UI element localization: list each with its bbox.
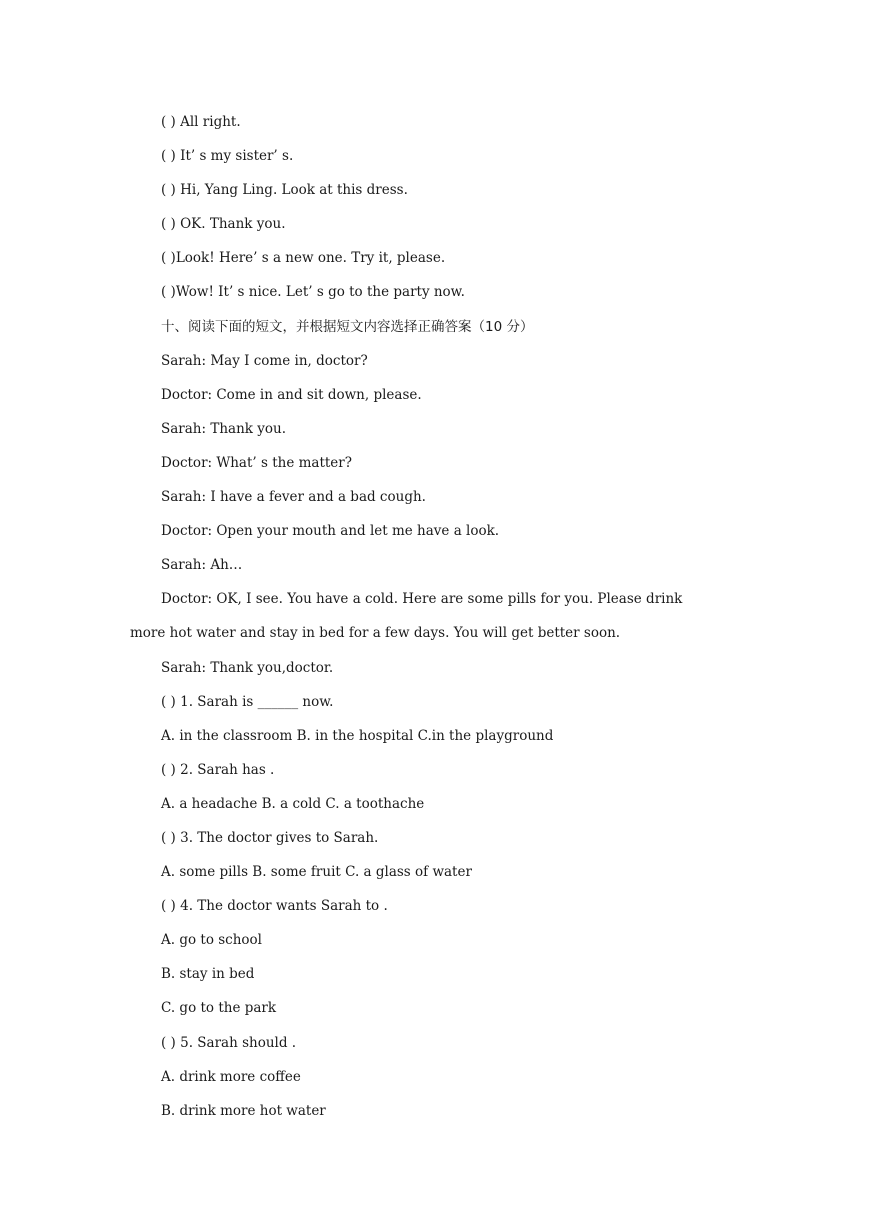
question-4-option-a: A. go to school: [161, 932, 262, 949]
question-2: ( ) 2. Sarah has .: [161, 761, 275, 778]
matching-item-1: ( ) All right.: [161, 114, 241, 130]
question-1: ( ) 1. Sarah is ______ now.: [161, 693, 334, 710]
dialogue-line-3: Sarah: Thank you.: [161, 420, 286, 437]
matching-item-4: ( ) OK. Thank you.: [161, 216, 286, 233]
matching-item-3: ( ) Hi, Yang Ling. Look at this dress.: [161, 182, 408, 199]
dialogue-line-6: Doctor: Open your mouth and let me have a look.: [161, 523, 500, 540]
dialogue-line-5: Sarah: I have a fever and a bad cough.: [161, 489, 426, 506]
matching-item-5: ( )Look! Here’ s a new one. Try it, please.: [161, 250, 446, 267]
dialogue-line-2: Doctor: Come in and sit down, please.: [161, 386, 422, 403]
dialogue-line-1: Sarah: May I come in, doctor?: [161, 352, 368, 369]
dialogue-line-7: Sarah: Ah…: [161, 557, 243, 574]
question-3: ( ) 3. The doctor gives to Sarah.: [161, 829, 379, 846]
matching-item-6: ( )Wow! It’ s nice. Let’ s go to the party now.: [161, 284, 465, 301]
question-5-option-b: B. drink more hot water: [161, 1102, 326, 1119]
dialogue-closing-line: Sarah: Thank you,doctor.: [161, 659, 334, 676]
question-4-option-c: C. go to the park: [161, 1000, 277, 1017]
matching-item-2: ( ) It’ s my sister’ s.: [161, 148, 294, 165]
question-1-options: A. in the classroom B. in the hospital C.in the playground: [161, 727, 554, 744]
question-5-option-a: A. drink more coffee: [161, 1068, 301, 1085]
dialogue-line-4: Doctor: What’ s the matter?: [161, 454, 352, 471]
question-2-options: A. a headache B. a cold C. a toothache: [161, 795, 425, 812]
reading-section-heading: 十、阅读下面的短文，并根据短文内容选择正确答案（10 分）: [161, 318, 534, 335]
question-4-option-b: B. stay in bed: [161, 966, 255, 983]
question-3-options: A. some pills B. some fruit C. a glass of water: [161, 864, 472, 881]
question-5: ( ) 5. Sarah should .: [161, 1034, 297, 1051]
question-4: ( ) 4. The doctor wants Sarah to .: [161, 898, 388, 915]
dialogue-long-line-part1: Doctor: OK, I see. You have a cold. Here are some pills for you. Please drink: [161, 591, 683, 608]
dialogue-long-line-part2: more hot water and stay in bed for a few days. You will get better soon.: [130, 625, 621, 642]
document-content: [130, 105, 750, 1128]
